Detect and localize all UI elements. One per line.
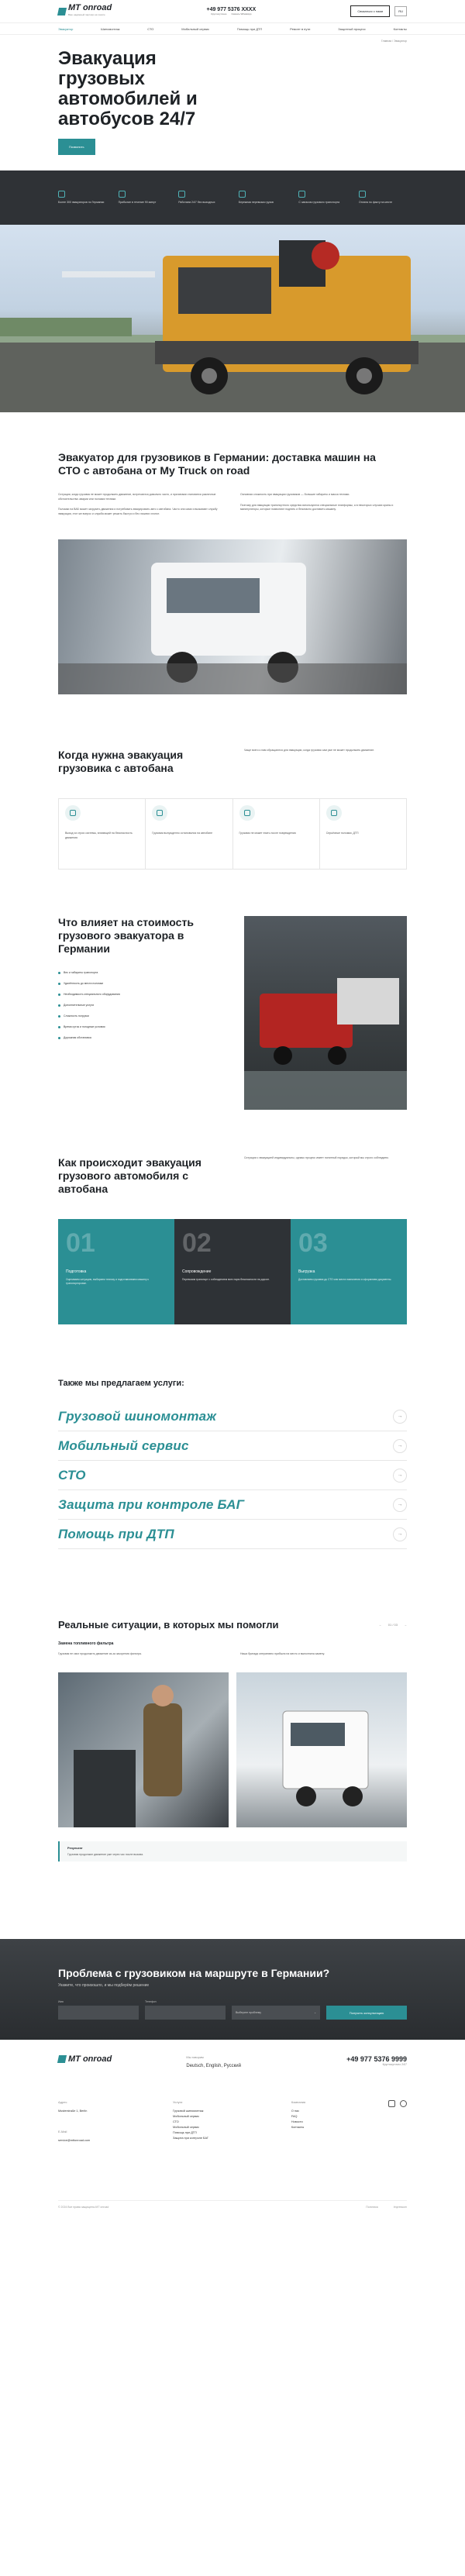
cta-section (0, 1939, 465, 2040)
footer-logo[interactable]: MT onroad (58, 2055, 112, 2063)
nav-item-tire[interactable]: Шиномонтаж (101, 26, 120, 31)
cost-item: Вес и габариты транспорта (58, 971, 221, 975)
callback-button[interactable]: Связаться с нами (350, 5, 390, 17)
arrow-right-icon: → (393, 1469, 407, 1483)
site-footer (0, 2040, 465, 2218)
cta-title: Проблема с грузовиком на маршруте в Германии? (58, 1967, 330, 1979)
case-title: Замена топливного фильтра (58, 1641, 114, 1646)
intro-text: Поломки на ВАБ может загрузить движения и потребовать эвакуировать авто с автобана. Часто они сами и вызывают службу эвакуации, этот же вопрос и служба может решить быстро и без лишних хлопот. (58, 508, 218, 515)
site-header (0, 0, 465, 23)
intro-text: Основная сложность при эвакуации грузовиков — большие габариты и масса техники. (240, 493, 350, 496)
case-result-text: Грузовик продолжил движение уже через час после вызова. (67, 1852, 143, 1856)
truck-illustration (58, 539, 407, 694)
truck-motion-image (58, 539, 407, 694)
name-label: Имя (58, 2000, 64, 2003)
phone-input[interactable] (145, 2006, 226, 2020)
footer-phone[interactable]: +49 977 5376 9999 (346, 2055, 407, 2063)
nav-item-dtp[interactable]: Помощь при ДТП (236, 26, 263, 31)
cost-title: Что влияет на стоимость грузового эвакуатора в Германии (58, 916, 194, 955)
cases-section (0, 1549, 465, 1861)
slider-counter: 01 / 03 (388, 1623, 398, 1627)
cost-item: Удалённость до места поломки (58, 982, 221, 986)
main-nav (0, 23, 465, 35)
cost-item: Дополнительные услуги (58, 1004, 221, 1007)
nav-item-repair[interactable]: Ремонт в пути (290, 26, 311, 31)
nav-item-evacuator[interactable]: Эвакуатор (58, 26, 74, 31)
instagram-icon[interactable] (388, 2100, 395, 2107)
footer-service-link[interactable]: Мобильный сервис (173, 2126, 199, 2129)
logo-icon (57, 2055, 67, 2063)
tow-truck-illustration (0, 225, 465, 412)
footer-langs-label: Мы говорим (186, 2055, 204, 2059)
header-whatsapp-link[interactable]: Скачать WhatsApp (231, 12, 252, 15)
footer-email[interactable]: service@mttonroad.com (58, 2139, 91, 2142)
how-section (0, 1110, 465, 1324)
hero-call-button[interactable]: Позвонить (58, 139, 95, 155)
header-phone-number[interactable]: +49 977 5376 XXXX (206, 7, 257, 12)
when-card: Грузовик не может ехать после повреждения (233, 799, 320, 869)
when-card: Выход из строя системы, влияющей на безопасность движения (59, 799, 146, 869)
cost-section (0, 870, 465, 1110)
footer-phone-sub: Круглосуточно 24/7 (382, 2063, 407, 2066)
arrow-right-icon: → (393, 1410, 407, 1424)
prev-arrow-icon[interactable]: ← (378, 1623, 382, 1627)
intro-title: Эвакуатор для грузовиков в Германии: доставка машин на СТО с автобана от My Truck on road (58, 451, 376, 477)
policy-link[interactable]: Политика (366, 2206, 378, 2209)
intro-section (0, 412, 465, 694)
wallet-icon (359, 191, 366, 198)
cta-submit-button[interactable]: Получить консультацию (326, 2006, 407, 2020)
how-title: Как происходит эвакуация грузового автомобиля с автобана (58, 1156, 202, 1195)
when-cards (58, 798, 407, 870)
footer-address: Musterstraße 1, Berlin (58, 2109, 88, 2113)
cargo-icon (298, 191, 305, 198)
footer-service-link[interactable]: Мобильный сервис (173, 2115, 199, 2118)
footer-company-label: Компания (291, 2100, 306, 2104)
crash-icon (326, 805, 342, 821)
tow-rescue-illustration (244, 916, 407, 1110)
logo-icon (57, 8, 67, 15)
name-input[interactable] (58, 2006, 139, 2020)
when-card: Грузовик вынужденно остановился на автобане (146, 799, 232, 869)
nav-item-protect[interactable]: Защитный процесс (338, 26, 366, 31)
logo-subtitle: Ваш надёжный партнёр на трассе (68, 12, 105, 16)
nav-item-mobile[interactable]: Мобильный сервис (181, 26, 210, 31)
arrow-right-icon: → (393, 1498, 407, 1512)
language-switcher[interactable]: RU (394, 6, 407, 16)
logo[interactable] (58, 2, 112, 19)
truck-icon (239, 805, 255, 821)
case-result (58, 1841, 407, 1862)
tow-rescue-image (244, 916, 407, 1110)
road-icon (152, 805, 167, 821)
services-title: Также мы предлагаем услуги: (58, 1379, 184, 1388)
mechanic-illustration (58, 1672, 229, 1827)
truck-photo (236, 1672, 407, 1827)
step-card: 02 Сопровождение Перевозим транспорт с соблюдением всех норм безопасности на дороге. (174, 1219, 291, 1324)
features-bar (0, 170, 465, 225)
service-link-mobile[interactable]: Мобильный сервис → (58, 1431, 407, 1461)
cost-item: Дорожная обстановка (58, 1036, 221, 1040)
cases-title: Реальные ситуации, в которых мы помогли (58, 1619, 279, 1631)
when-section (0, 694, 465, 870)
how-lead: Ситуации с эвакуацией индивидуальны, однако процесс имеет понятный порядок, который мы строго соблюдаем. (244, 1156, 389, 1159)
footer-service-link[interactable]: Защита при контроле БАГ (173, 2137, 209, 2140)
white-truck-illustration (236, 1672, 407, 1827)
how-steps (58, 1219, 407, 1324)
feature-item: Прибытие в течение 90 минут (119, 191, 167, 205)
intro-text: Ситуации, когда грузовик не может продолжить движение, встречаются довольно часто, и причинами становятся различные обстоятельства: аварии или поломки техники. (58, 493, 216, 501)
case-text: Грузовик не смог продолжить движение из-за засорения фильтра. (58, 1652, 142, 1655)
when-card: Серьёзные поломки, ДТП (320, 799, 406, 869)
footer-service-link[interactable]: Грузовой шиномонтаж (173, 2109, 204, 2113)
arrow-right-icon: → (393, 1527, 407, 1541)
nav-item-contacts[interactable]: Контакты (393, 26, 407, 31)
services-section (0, 1324, 465, 1549)
phone-label: Телефон (145, 2000, 157, 2003)
hero-truck-image (0, 225, 465, 412)
step-card: 03 Выгрузка Доставляем грузовик до СТО или места назначения и оформляем документы. (291, 1219, 407, 1324)
feature-item: Работаем 24/7 без выходных (178, 191, 226, 205)
header-phone-sub: Круглосуточно (211, 12, 227, 15)
footer-service-link[interactable]: Помощь при ДТП (173, 2131, 197, 2134)
truck-icon (58, 191, 65, 198)
footer-service-link[interactable]: СТО (173, 2120, 179, 2123)
intro-text: Поэтому для эвакуации транспортного средства используются специальные платформы, а в некоторых случаях краны и манипуляторы, которые позволяют поднять и безопасно доставить машину. (240, 503, 394, 511)
nav-item-sto[interactable]: СТО (147, 26, 154, 31)
page-title: Эвакуация грузовых автомобилей и автобусов 24/7 (58, 48, 198, 129)
service-link-tire[interactable]: Грузовой шиномонтаж → (58, 1402, 407, 1431)
cost-item: Время суток и погодные условия (58, 1025, 221, 1029)
header-phone[interactable] (206, 7, 256, 15)
copyright: © 2024 Все права защищены MT onroad (58, 2206, 109, 2209)
chevron-down-icon: ⌄ (314, 2011, 316, 2014)
footer-nav-link[interactable]: Контакты (291, 2126, 305, 2129)
cost-item: Необходимость специального оборудования (58, 993, 221, 997)
impressum-link[interactable]: Impressum (393, 2206, 407, 2209)
case-gallery (58, 1672, 407, 1827)
service-link-sto[interactable]: СТО → (58, 1461, 407, 1490)
footer-langs: Deutsch, English, Русский (186, 2064, 241, 2068)
feature-item: Более 300 эвакуаторов по Германии (58, 191, 106, 205)
arrow-right-icon: → (393, 1439, 407, 1453)
when-title: Когда нужна эвакуация грузовика с автобана (58, 749, 184, 774)
footer-nav-link[interactable]: О нас (291, 2109, 299, 2113)
when-lead: Чаще всего к нам обращаются для эвакуации, когда грузовик сам уже не может продолжить движение. (244, 749, 375, 752)
service-link-bag[interactable]: Защита при контроле БАГ → (58, 1490, 407, 1520)
calendar-icon (178, 191, 185, 198)
step-card: 01 Подготовка Оцениваем ситуацию, выбираем технику и подготавливаем машину к транспортировке. (58, 1219, 174, 1324)
warning-icon (65, 805, 81, 821)
footer-email-label: E-Mail (58, 2130, 67, 2133)
footer-nav-link[interactable]: Новости (291, 2120, 303, 2123)
footer-services-label: Услуги (173, 2100, 183, 2104)
logo-text: MT onroad (68, 2, 112, 12)
next-arrow-icon[interactable]: → (404, 1623, 407, 1627)
case-text: Наша бригада оперативно прибыла на место и выполнила замену. (240, 1652, 325, 1655)
footer-address-label: Адрес (58, 2100, 67, 2104)
service-link-dtp[interactable]: Помощь при ДТП → (58, 1520, 407, 1549)
breadcrumb-home[interactable]: Главная (381, 40, 392, 43)
breadcrumb: Главная / Эвакуатор (381, 40, 407, 43)
breadcrumb-current: Эвакуатор (394, 40, 407, 43)
feature-item: С запасом грузового транспорта (298, 191, 346, 205)
cta-subtitle: Укажите, что произошло, и мы подберём решение (58, 1983, 150, 1988)
shield-icon (239, 191, 246, 198)
facebook-icon[interactable] (400, 2100, 407, 2107)
feature-item: Оплата по факту на месте (359, 191, 407, 205)
problem-select[interactable]: Выберите проблему ⌄ (232, 2006, 320, 2020)
mechanic-photo (58, 1672, 229, 1827)
feature-item: Бережная перевозка грузов (239, 191, 287, 205)
clock-icon (119, 191, 126, 198)
footer-nav-link[interactable]: FAQ (291, 2115, 298, 2118)
case-result-label: Результат (67, 1845, 83, 1850)
cost-item: Сложность погрузки (58, 1014, 221, 1018)
